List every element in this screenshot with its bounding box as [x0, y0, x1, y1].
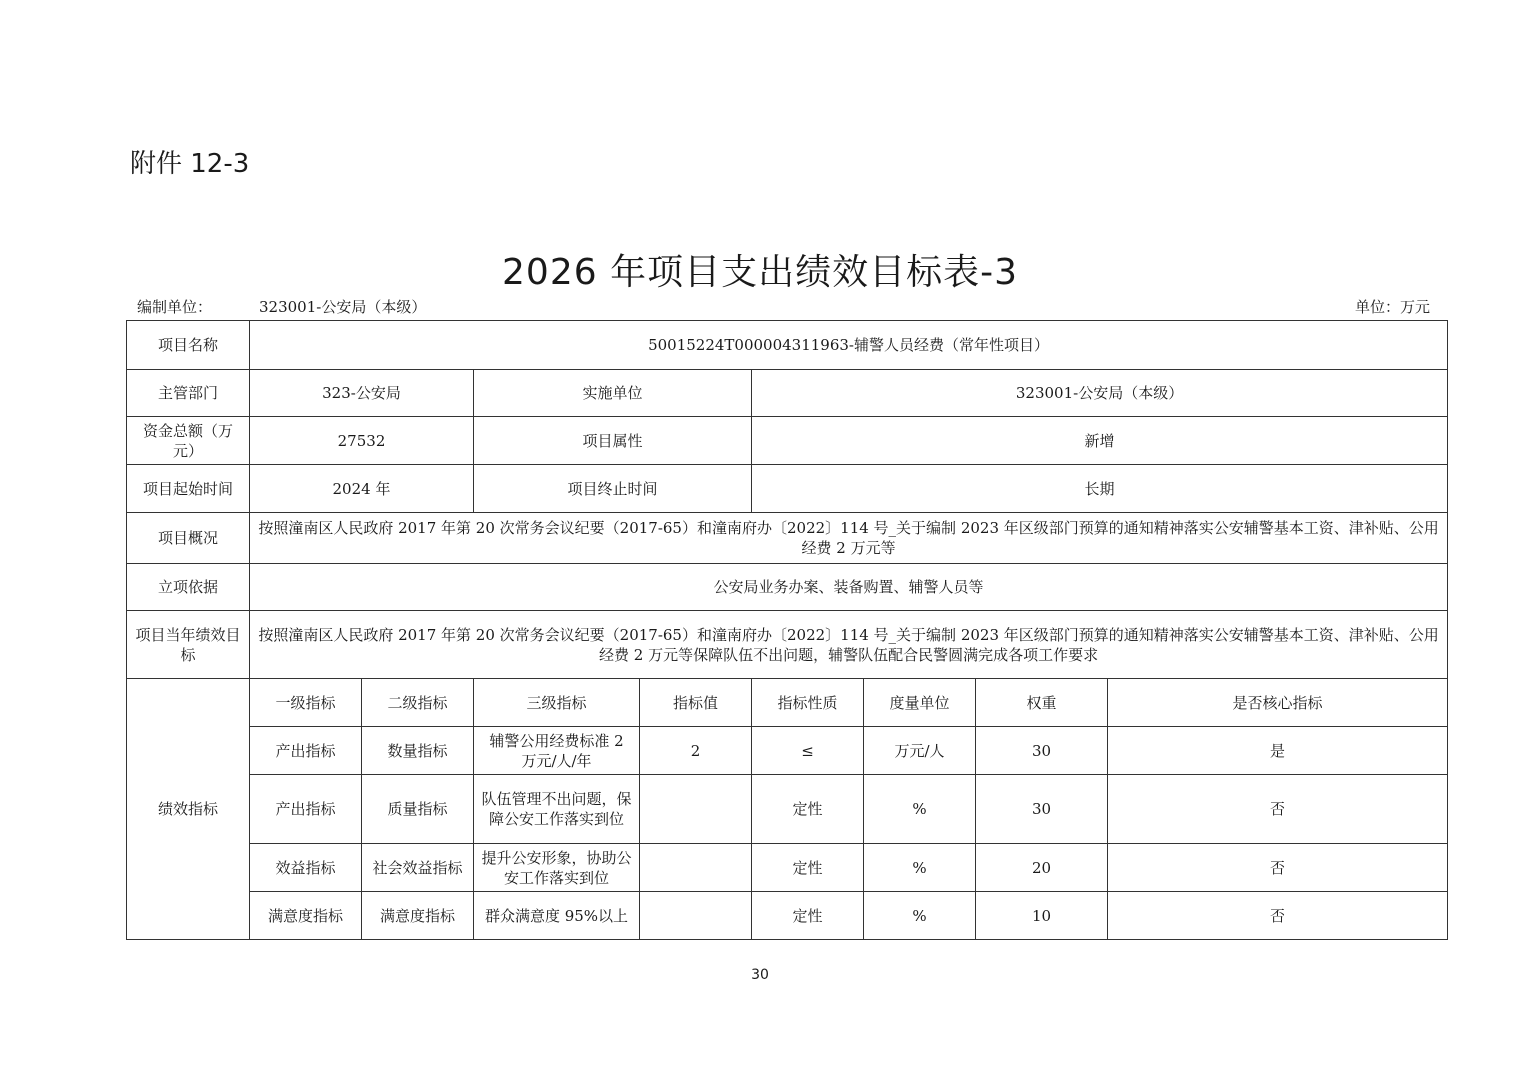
attr-label: 项目属性	[474, 417, 752, 465]
table-row	[127, 727, 1448, 775]
attr-value: 新增	[752, 417, 1448, 465]
indicator-nature: ≤	[752, 727, 864, 775]
indicator-l1: 产出指标	[250, 727, 362, 775]
compile-unit-label: 编制单位：	[137, 298, 213, 316]
indicator-value: 2	[640, 727, 752, 775]
start-label: 项目起始时间	[127, 465, 250, 513]
indicator-unit: %	[864, 775, 976, 844]
row-goal	[127, 611, 1448, 679]
indicator-core: 否	[1108, 892, 1448, 940]
goal-label: 项目当年绩效目标	[127, 611, 250, 679]
indicator-nature: 定性	[752, 775, 864, 844]
row-time	[127, 465, 1448, 513]
indicator-nature: 定性	[752, 892, 864, 940]
indicator-unit: %	[864, 892, 976, 940]
indicator-l2: 数量指标	[362, 727, 474, 775]
start-value: 2024 年	[250, 465, 474, 513]
table-row	[127, 892, 1448, 940]
indicator-unit: %	[864, 844, 976, 892]
header-l2: 二级指标	[362, 679, 474, 727]
indicator-l1: 满意度指标	[250, 892, 362, 940]
indicator-l3: 提升公安形象，协助公安工作落实到位	[474, 844, 640, 892]
table-row	[127, 775, 1448, 844]
indicator-weight: 30	[976, 775, 1108, 844]
indicator-l2: 满意度指标	[362, 892, 474, 940]
end-label: 项目终止时间	[474, 465, 752, 513]
basis-label: 立项依据	[127, 564, 250, 611]
row-project-name	[127, 321, 1448, 370]
project-name-label: 项目名称	[127, 321, 250, 370]
row-fund	[127, 417, 1448, 465]
row-dept	[127, 370, 1448, 417]
table-row	[127, 844, 1448, 892]
header-nature: 指标性质	[752, 679, 864, 727]
indicator-nature: 定性	[752, 844, 864, 892]
indicator-weight: 10	[976, 892, 1108, 940]
header-core: 是否核心指标	[1108, 679, 1448, 727]
indicator-weight: 20	[976, 844, 1108, 892]
impl-value: 323001-公安局（本级）	[752, 370, 1448, 417]
header-l3: 三级指标	[474, 679, 640, 727]
indicator-core: 否	[1108, 775, 1448, 844]
indicator-value	[640, 844, 752, 892]
page-number: 30	[751, 967, 769, 983]
impl-label: 实施单位	[474, 370, 752, 417]
overview-value: 按照潼南区人民政府 2017 年第 20 次常务会议纪要（2017-65）和潼南府办〔2022〕114 号_关于编制 2023 年区级部门预算的通知精神落实公安辅警基本工资、津补贴、公用经费 2 万元等	[250, 513, 1448, 564]
indicator-core: 是	[1108, 727, 1448, 775]
indicators-section-label: 绩效指标	[127, 679, 250, 940]
page-title: 2026 年项目支出绩效目标表-3	[502, 252, 1018, 293]
compile-unit-value: 323001-公安局（本级）	[259, 298, 427, 316]
row-basis	[127, 564, 1448, 611]
header-unit: 度量单位	[864, 679, 976, 727]
indicator-unit: 万元/人	[864, 727, 976, 775]
goal-value: 按照潼南区人民政府 2017 年第 20 次常务会议纪要（2017-65）和潼南府办〔2022〕114 号_关于编制 2023 年区级部门预算的通知精神落实公安辅警基本工资、津补贴、公用经费 2 万元等保障队伍不出问题，辅警队伍配合民警圆满完成各项工作要求	[250, 611, 1448, 679]
money-unit-label: 单位：万元	[1355, 298, 1431, 316]
performance-table	[126, 320, 1448, 940]
indicator-l3: 群众满意度 95%以上	[474, 892, 640, 940]
indicator-core: 否	[1108, 844, 1448, 892]
dept-value: 323-公安局	[250, 370, 474, 417]
indicator-header-row	[127, 679, 1448, 727]
indicator-l3: 队伍管理不出问题，保障公安工作落实到位	[474, 775, 640, 844]
header-weight: 权重	[976, 679, 1108, 727]
end-value: 长期	[752, 465, 1448, 513]
indicator-l2: 质量指标	[362, 775, 474, 844]
header-l1: 一级指标	[250, 679, 362, 727]
basis-value: 公安局业务办案、装备购置、辅警人员等	[250, 564, 1448, 611]
dept-label: 主管部门	[127, 370, 250, 417]
project-name-value: 50015224T000004311963-辅警人员经费（常年性项目）	[250, 321, 1448, 370]
fund-value: 27532	[250, 417, 474, 465]
indicator-l2: 社会效益指标	[362, 844, 474, 892]
indicator-value	[640, 892, 752, 940]
indicator-l1: 效益指标	[250, 844, 362, 892]
attachment-label: 附件 12-3	[130, 149, 250, 179]
fund-label: 资金总额（万元）	[127, 417, 250, 465]
indicator-l1: 产出指标	[250, 775, 362, 844]
header-value: 指标值	[640, 679, 752, 727]
row-overview	[127, 513, 1448, 564]
overview-label: 项目概况	[127, 513, 250, 564]
indicator-l3: 辅警公用经费标准 2 万元/人/年	[474, 727, 640, 775]
indicator-value	[640, 775, 752, 844]
indicator-weight: 30	[976, 727, 1108, 775]
